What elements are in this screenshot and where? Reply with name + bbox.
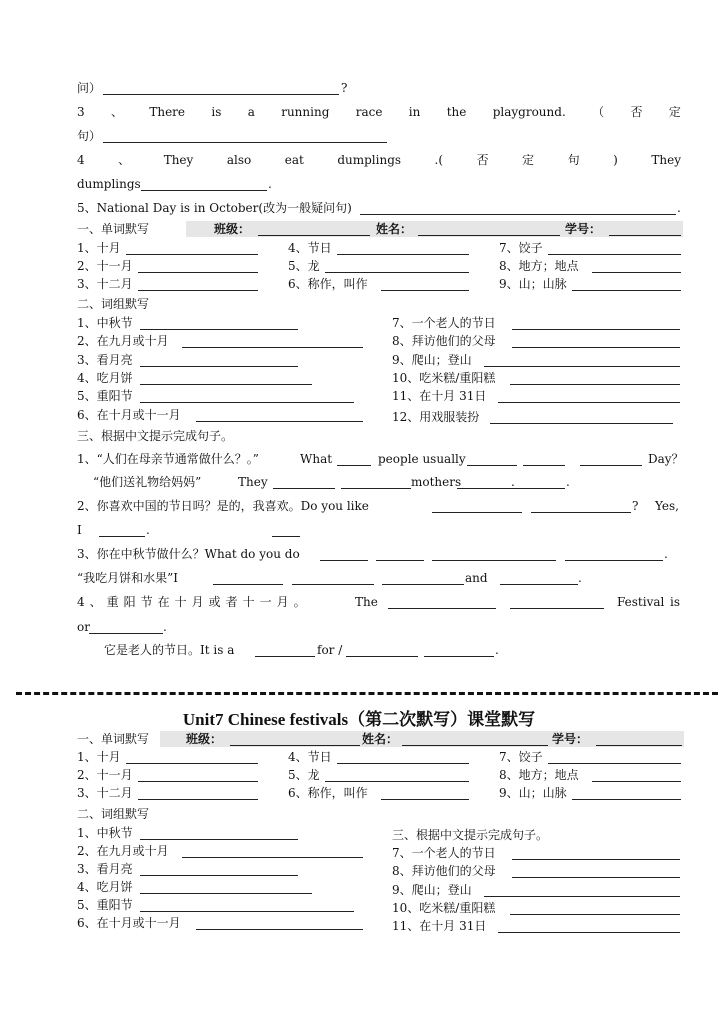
- page-title: Unit7 Chinese festivals（第二次默写）课堂默写: [182, 710, 536, 729]
- s2b-i: I: [77, 523, 82, 537]
- word-item: 6、称作，叫作: [288, 786, 368, 800]
- s1b-cn: “他们送礼物给妈妈”: [93, 475, 202, 489]
- id-blank[interactable]: [609, 221, 681, 236]
- s4c-blank[interactable]: [424, 642, 494, 657]
- word-blank[interactable]: [138, 258, 258, 273]
- word-blank[interactable]: [325, 767, 469, 782]
- s3-blank[interactable]: [565, 546, 663, 561]
- phrase-item: 4、吃月饼: [77, 371, 133, 385]
- s3-blank[interactable]: [376, 546, 424, 561]
- s2b-blank[interactable]: [272, 522, 300, 537]
- q3-prefix: 句）: [77, 129, 102, 143]
- word-blank[interactable]: [592, 258, 681, 273]
- phrase-blank[interactable]: [510, 900, 680, 915]
- s2-blank[interactable]: [531, 498, 631, 513]
- s2-yes: Yes,: [655, 499, 679, 513]
- s1-blank[interactable]: [337, 451, 371, 466]
- name-label: 姓名：: [376, 222, 413, 236]
- word-blank[interactable]: [572, 785, 681, 800]
- word-item: 5、龙: [288, 259, 320, 273]
- id-blank[interactable]: [596, 731, 682, 746]
- phrase-item: 2、在九月或十月: [77, 334, 169, 348]
- name-label: 姓名：: [362, 732, 399, 746]
- phrase-blank[interactable]: [140, 825, 298, 840]
- phrase-blank[interactable]: [182, 333, 363, 348]
- phrase-blank[interactable]: [512, 333, 680, 348]
- phrase-item: 5、重阳节: [77, 389, 133, 403]
- section3-title: 三、根据中文提示完成句子。: [392, 828, 549, 842]
- s1-people: people usually: [378, 452, 466, 466]
- phrase-blank[interactable]: [196, 407, 363, 422]
- phrase-blank[interactable]: [140, 370, 312, 385]
- phrase-item: 3、看月亮: [77, 862, 133, 876]
- phrase-blank[interactable]: [140, 879, 312, 894]
- s2b-dot: .: [146, 523, 150, 537]
- class-blank[interactable]: [258, 221, 370, 236]
- section3-title: 三、根据中文提示完成句子。: [77, 429, 234, 443]
- phrase-blank[interactable]: [196, 915, 363, 930]
- phrase-blank[interactable]: [510, 370, 680, 385]
- s1b-end: .: [566, 475, 570, 489]
- id-label: 学号：: [565, 222, 602, 236]
- q3-line: 3 、 There is a running race in the playground. （ 否 定: [77, 105, 681, 119]
- s4c-for: for /: [317, 643, 343, 657]
- phrase-blank[interactable]: [512, 845, 680, 860]
- s4c-blank[interactable]: [255, 642, 315, 657]
- s3-blank[interactable]: [320, 546, 368, 561]
- s1b-dot: .: [511, 475, 515, 489]
- word-blank[interactable]: [138, 785, 258, 800]
- class-label: 班级：: [186, 732, 223, 746]
- s3-blank[interactable]: [432, 546, 556, 561]
- phrase-item: 12、用戏服装扮: [392, 410, 480, 424]
- s3b-blank[interactable]: [500, 570, 578, 585]
- s3-end: .: [664, 547, 668, 561]
- word-item: 4、节日: [288, 241, 332, 255]
- name-blank[interactable]: [402, 731, 548, 746]
- phrase-blank[interactable]: [512, 863, 680, 878]
- s4b-dot: .: [163, 620, 167, 634]
- phrase-item: 6、在十月或十一月: [77, 408, 181, 422]
- q2-suffix: ?: [341, 81, 348, 95]
- word-item: 5、龙: [288, 768, 320, 782]
- s3b-end: .: [578, 571, 582, 585]
- cut-line-divider: [16, 692, 718, 695]
- phrase-item: 6、在十月或十一月: [77, 916, 181, 930]
- phrase-blank[interactable]: [182, 843, 363, 858]
- phrase-blank[interactable]: [484, 352, 680, 367]
- word-blank[interactable]: [337, 749, 469, 764]
- word-blank[interactable]: [126, 240, 258, 255]
- phrase-item: 5、重阳节: [77, 898, 133, 912]
- s4c-cn: 它是老人的节日。It is a: [104, 643, 235, 657]
- word-blank[interactable]: [126, 749, 258, 764]
- word-blank[interactable]: [337, 240, 469, 255]
- phrase-item: 7、一个老人的节日: [392, 846, 496, 860]
- s1-blank[interactable]: [467, 451, 517, 466]
- s3-cn: 3、你在中秋节做什么？What do you do: [77, 547, 300, 561]
- s4c-blank[interactable]: [346, 642, 418, 657]
- s2-blank[interactable]: [432, 498, 522, 513]
- phrase-blank[interactable]: [140, 897, 354, 912]
- word-blank[interactable]: [381, 785, 469, 800]
- q5-end: .: [677, 201, 681, 215]
- word-blank[interactable]: [138, 276, 258, 291]
- word-blank[interactable]: [138, 767, 258, 782]
- phrase-item: 8、拜访他们的父母: [392, 334, 496, 348]
- q4-answer-blank[interactable]: [141, 176, 267, 191]
- phrase-item: 9、爬山；登山: [392, 883, 472, 897]
- word-item: 6、称作，叫作: [288, 277, 368, 291]
- s3b-and: and: [465, 571, 488, 585]
- word-item: 1、十月: [77, 241, 121, 255]
- word-blank[interactable]: [572, 276, 681, 291]
- phrase-item: 9、爬山；登山: [392, 353, 472, 367]
- phrase-blank[interactable]: [140, 861, 298, 876]
- s1b-blank[interactable]: [341, 474, 411, 489]
- word-item: 3、十二月: [77, 786, 133, 800]
- s4-cn: 4、重阳节在十月或者十一月。: [77, 595, 311, 609]
- phrase-blank[interactable]: [490, 409, 673, 424]
- phrase-item: 3、看月亮: [77, 353, 133, 367]
- q4-end: .: [268, 177, 272, 191]
- section2-title: 二、词组默写: [77, 807, 150, 821]
- section2-title: 二、词组默写: [77, 297, 150, 311]
- phrase-blank[interactable]: [498, 388, 680, 403]
- s3b-blank[interactable]: [292, 570, 374, 585]
- word-item: 1、十月: [77, 750, 121, 764]
- phrase-blank[interactable]: [140, 352, 298, 367]
- q4-word: dumplings: [77, 177, 141, 191]
- phrase-item: 7、一个老人的节日: [392, 316, 496, 330]
- s3b-cn: “我吃月饼和水果”I: [77, 571, 179, 585]
- word-item: 3、十二月: [77, 277, 133, 291]
- phrase-item: 2、在九月或十月: [77, 844, 169, 858]
- phrase-item: 4、吃月饼: [77, 880, 133, 894]
- phrase-item: 10、吃米糕/重阳糕: [392, 901, 496, 915]
- word-blank[interactable]: [548, 240, 681, 255]
- word-item: 2、十一月: [77, 259, 133, 273]
- s4-blank[interactable]: [388, 594, 496, 609]
- s4c-end: .: [495, 643, 499, 657]
- phrase-blank[interactable]: [140, 315, 298, 330]
- s1b-blank[interactable]: [273, 474, 335, 489]
- section1-title: 一、单词默写: [77, 222, 150, 236]
- phrase-blank[interactable]: [512, 315, 680, 330]
- s4-the: The: [355, 595, 378, 609]
- q3-answer-blank[interactable]: [103, 128, 387, 143]
- phrase-item: 11、在十月 31日: [392, 919, 487, 933]
- s4-is: is: [670, 595, 680, 609]
- word-item: 4、节日: [288, 750, 332, 764]
- s2-cn: 2、你喜欢中国的节日吗？是的，我喜欢。Do you like: [77, 499, 369, 513]
- phrase-blank[interactable]: [498, 918, 680, 933]
- q2-prefix: 问）: [77, 81, 102, 95]
- word-item: 2、十一月: [77, 768, 133, 782]
- id-label: 学号：: [552, 732, 589, 746]
- word-item: 8、地方；地点: [499, 259, 579, 273]
- word-item: 7、饺子: [499, 241, 543, 255]
- q4-line: 4 、 They also eat dumplings .( 否 定 句 ) They: [77, 153, 681, 167]
- s4-blank[interactable]: [510, 594, 604, 609]
- s2b-blank[interactable]: [99, 522, 145, 537]
- s3b-blank[interactable]: [382, 570, 464, 585]
- class-label: 班级：: [214, 222, 251, 236]
- s1-cn: 1、“人们在母亲节通常做什么？。”: [77, 452, 259, 466]
- class-blank[interactable]: [230, 731, 360, 746]
- phrase-item: 10、吃米糕/重阳糕: [392, 371, 496, 385]
- word-item: 7、饺子: [499, 750, 543, 764]
- q5-text: 5、National Day is in October(改为一般疑问句): [77, 201, 352, 215]
- s1b-mothers: mothers: [411, 475, 462, 489]
- word-blank[interactable]: [592, 767, 681, 782]
- s3b-blank[interactable]: [213, 570, 283, 585]
- section1-title: 一、单词默写: [77, 732, 150, 746]
- phrase-item: 1、中秋节: [77, 826, 133, 840]
- s4b-or: or: [77, 620, 90, 634]
- phrase-item: 11、在十月 31日: [392, 389, 487, 403]
- s2-q: ?: [632, 499, 639, 513]
- name-blank[interactable]: [418, 221, 560, 236]
- word-blank[interactable]: [381, 276, 469, 291]
- word-blank[interactable]: [548, 749, 681, 764]
- q5-answer-blank[interactable]: [360, 200, 676, 215]
- phrase-blank[interactable]: [140, 388, 354, 403]
- word-blank[interactable]: [325, 258, 469, 273]
- s4b-blank[interactable]: [89, 619, 163, 634]
- word-item: 9、山；山脉: [499, 786, 567, 800]
- s1b-they: They: [238, 475, 268, 489]
- phrase-item: 8、拜访他们的父母: [392, 864, 496, 878]
- word-item: 9、山；山脉: [499, 277, 567, 291]
- s4-festival: Festival: [617, 595, 665, 609]
- q2-answer-blank[interactable]: [103, 80, 339, 95]
- s1-blank[interactable]: [523, 451, 565, 466]
- s1-blank[interactable]: [580, 451, 642, 466]
- s1-day: Day？: [648, 452, 684, 466]
- s1-what: What: [300, 452, 333, 466]
- phrase-blank[interactable]: [484, 882, 680, 897]
- word-item: 8、地方；地点: [499, 768, 579, 782]
- phrase-item: 1、中秋节: [77, 316, 133, 330]
